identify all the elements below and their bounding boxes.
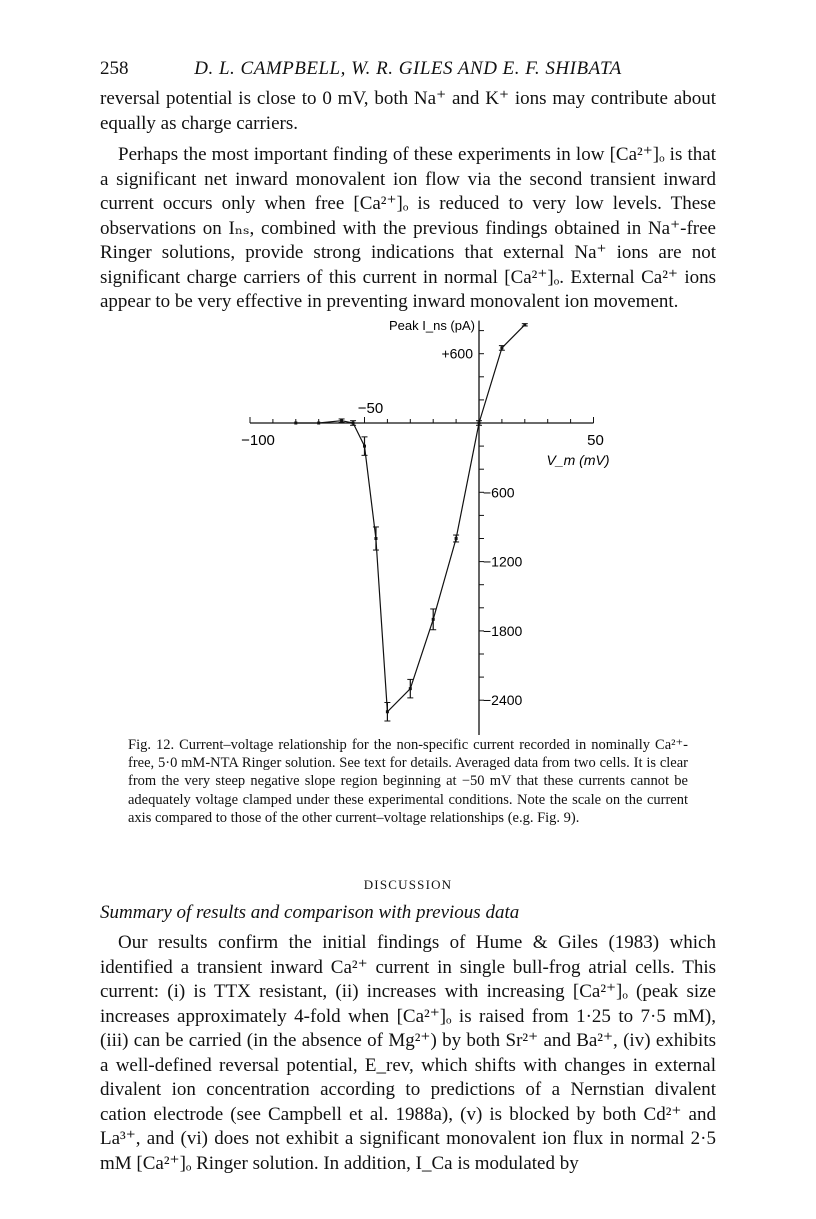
figure-caption: Fig. 12. Current–voltage relationship for the non-specific current recorded in nominally Ca²⁺-free, 5·0 mM-NTA Ringer solution. See text for details. Averaged data from two cells. It is clear from the very steep negative slope region beginning at −50 mV that these currents cannot be adequately voltage clamped under these experimental conditions. Note the scale on the current axis compared to those of the other current–voltage relationships (e.g. Fig. 9).: [128, 737, 688, 826]
paragraph-2: Perhaps the most important finding of these experiments in low [Ca²⁺]ₒ is that a significant net inward monovalent ion flow via the second transient inward current occurs only when free [Ca²⁺]ₒ is reduced to very low levels. These observations on Iₙₛ, combined with the previous findings obtained in Na⁺-free Ringer solutions, provide strong indications that external Na⁺ ions are not significant charge carriers of this current in normal [Ca²⁺]ₒ. External Ca²⁺ ions appear to be very effective in preventing inward monovalent ion movement.: [100, 144, 716, 312]
running-head-authors: D. L. CAMPBELL, W. R. GILES AND E. F. SHIBATA: [194, 58, 622, 79]
paragraph-1: reversal potential is close to 0 mV, both Na⁺ and K⁺ ions may contribute about equally as charge carriers.: [100, 88, 716, 134]
x-tick-label: −100: [241, 432, 275, 449]
data-point: [523, 323, 526, 326]
data-point: [455, 537, 458, 540]
y-tick-label: −600: [483, 484, 515, 501]
data-point: [352, 422, 355, 425]
page-number: 258: [100, 58, 129, 79]
y-tick-label: −2400: [483, 692, 523, 709]
y-tick-label: +600: [441, 345, 473, 362]
data-point: [432, 618, 435, 621]
x-tick-label: 50: [587, 432, 604, 449]
y-tick-label: −1800: [483, 622, 523, 639]
y-axis-label: Peak I_ns (pA): [389, 318, 475, 333]
data-point: [294, 422, 297, 425]
data-point: [409, 687, 412, 690]
data-point: [386, 710, 389, 713]
x-axis-label: V_m (mV): [546, 452, 610, 468]
data-point: [317, 422, 320, 425]
data-point: [500, 346, 503, 349]
paragraph-3: Our results confirm the initial findings of Hume & Giles (1983) which identified a transient inward Ca²⁺ current in single bull-frog atrial cells. This current: (i) is TTX resistant, (ii) increases with increasing [Ca²⁺]ₒ (peak size increases approximately 4-fold when [Ca²⁺]ₒ is raised from 1·25 to 7·5 mM), (iii) can be carried (in the absence of Mg²⁺) by both Sr²⁺ and Ba²⁺, (iv) exhibits a well-defined reversal potential, E_rev, which shifts with changes in external divalent ion concentration according to predictions of a Nernstian divalent cation electrode (see Campbell et al. 1988a), (v) is blocked by both Cd²⁺ and La³⁺, and (vi) does not exhibit a significant monovalent ion flux in normal 2·5 mM [Ca²⁺]ₒ Ringer solution. In addition, I_Ca is modulated by: [100, 932, 716, 1174]
section-subheading: Summary of results and comparison with previous data: [100, 902, 520, 923]
series-line: [296, 325, 525, 712]
data-point: [478, 422, 481, 425]
data-point: [374, 537, 377, 540]
section-heading: DISCUSSION: [363, 877, 453, 892]
x-tick-label: −50: [357, 400, 384, 417]
data-point: [340, 419, 343, 422]
y-tick-label: −1200: [483, 553, 523, 570]
data-point: [363, 445, 366, 448]
